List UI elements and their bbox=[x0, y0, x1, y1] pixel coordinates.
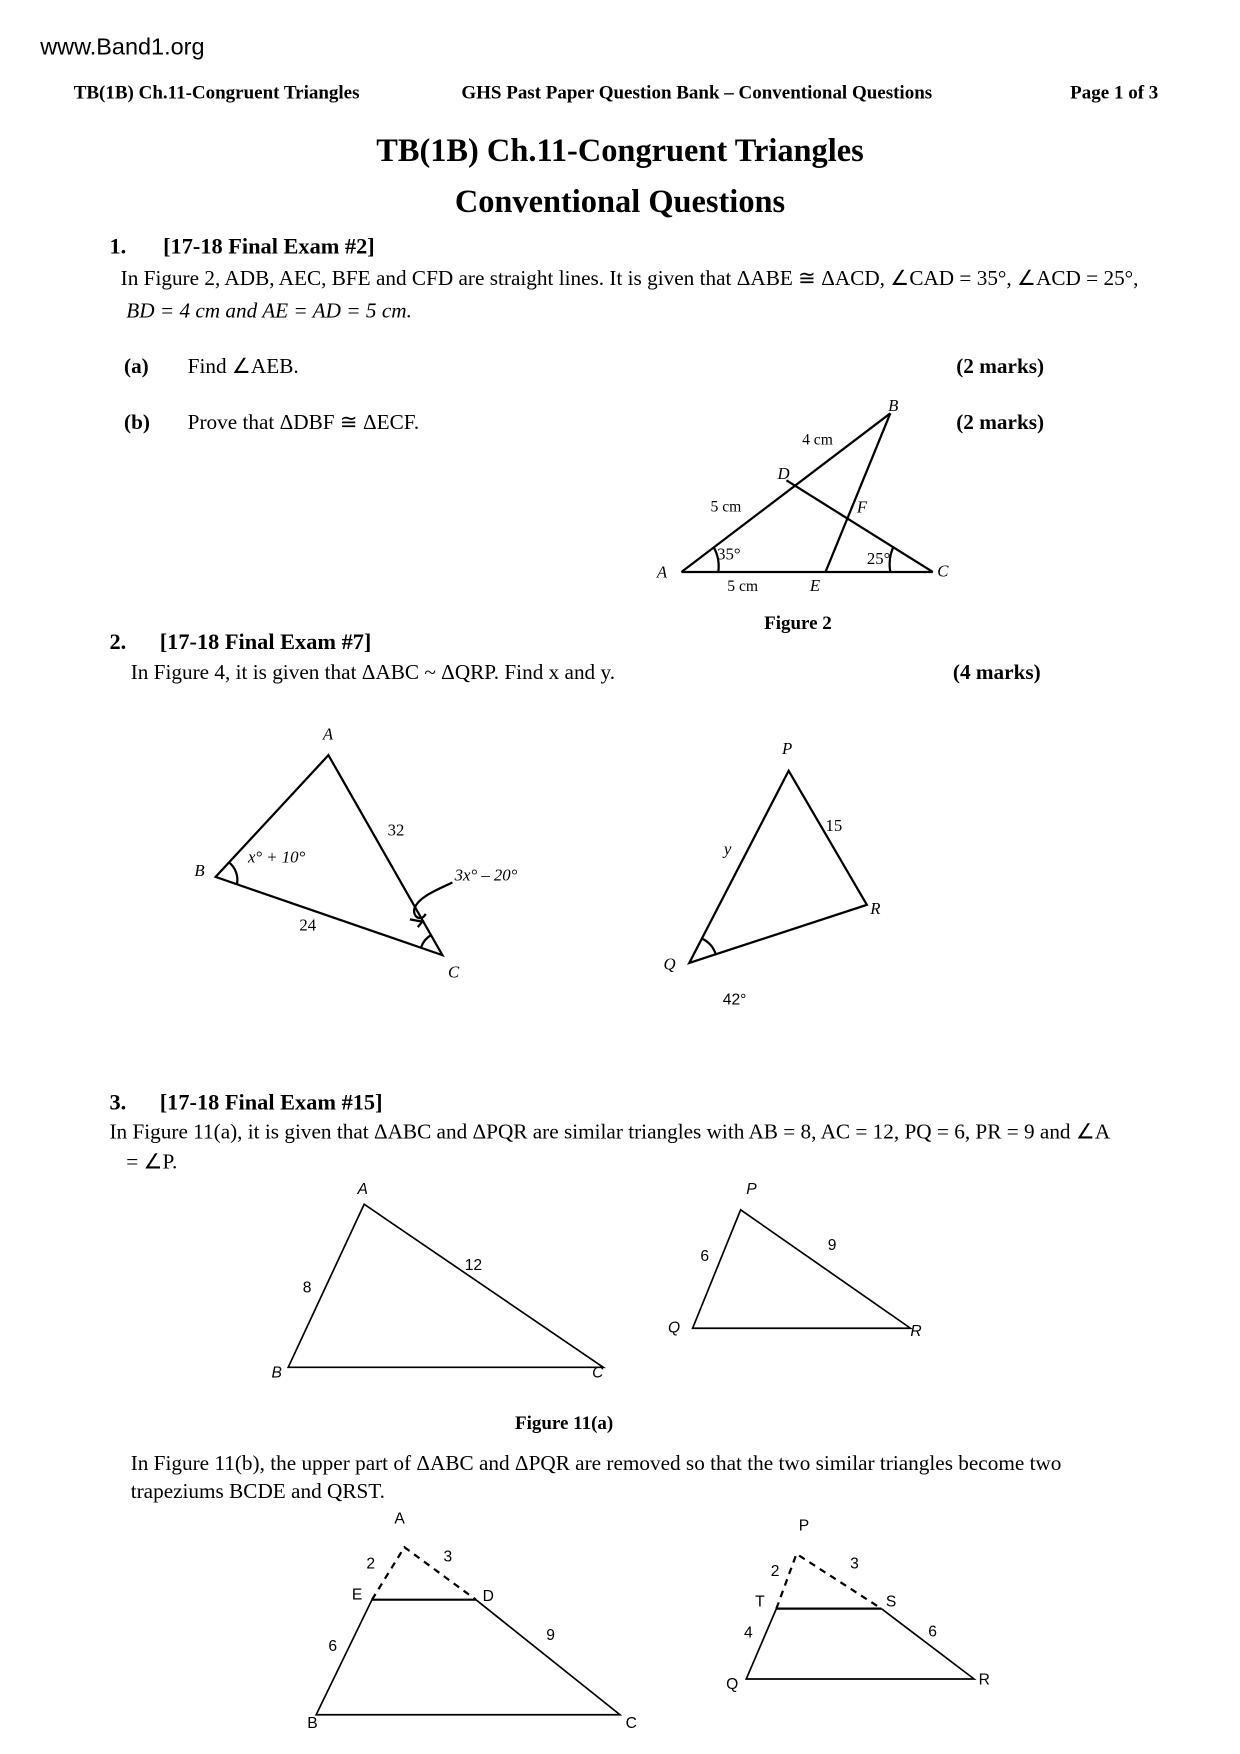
label-TQ: 4 bbox=[743, 1624, 753, 1642]
label-BC: 24 bbox=[299, 915, 317, 935]
label-AB: 8 bbox=[302, 1279, 312, 1297]
label-angle-A: 35° bbox=[717, 544, 741, 564]
q1-text-line2: BD = 4 cm and AE = AD = 5 cm. bbox=[126, 299, 412, 323]
line-CFD bbox=[786, 480, 932, 572]
label-B: B bbox=[271, 1364, 282, 1382]
label-A: A bbox=[357, 1181, 368, 1199]
q3-text-line2: = ∠P. bbox=[126, 1150, 178, 1175]
label-F: F bbox=[856, 497, 868, 517]
label-AD: 3 bbox=[443, 1548, 453, 1566]
label-C: C bbox=[447, 962, 460, 982]
triangle-pqr bbox=[693, 1210, 911, 1328]
q2-number: 2. bbox=[109, 630, 127, 655]
removed-part-pqr bbox=[776, 1554, 881, 1609]
label-PT: 2 bbox=[770, 1563, 780, 1581]
label-AE: 2 bbox=[366, 1555, 376, 1573]
label-angle-C: 3x° – 20° bbox=[454, 865, 518, 885]
label-AD: 5 cm bbox=[710, 498, 742, 516]
figure-11b bbox=[316, 1547, 974, 1715]
q2-text: In Figure 4, it is given that ΔABC ~ ΔQRP. Find x and y. bbox=[130, 661, 616, 685]
q1-text-line1: In Figure 2, ADB, AEC, BFE and CFD are straight lines. It is given that ΔABE ≅ ΔACD, ∠CAD = 35°, ∠ACD = 25°, bbox=[120, 266, 1139, 291]
q1-source: [17-18 Final Exam #2] bbox=[163, 234, 375, 260]
label-B: B bbox=[194, 860, 205, 880]
q3-number: 3. bbox=[109, 1090, 127, 1115]
label-B: B bbox=[307, 1715, 318, 1733]
q1a-label: (a) bbox=[123, 355, 149, 379]
q1b-text: Prove that ΔDBF ≅ ΔECF. bbox=[187, 411, 420, 435]
q2-marks: (4 marks) bbox=[952, 661, 1041, 685]
label-SR: 6 bbox=[928, 1623, 938, 1641]
figure-4-triangle-pqr bbox=[689, 771, 867, 963]
site-watermark[interactable]: www.Band1.org bbox=[40, 34, 205, 61]
label-PQ: y bbox=[723, 839, 732, 859]
q1b-marks: (2 marks) bbox=[956, 411, 1045, 435]
header-page: Page 1 of 3 bbox=[1070, 81, 1159, 103]
label-AC: 32 bbox=[387, 820, 405, 840]
figure-11b-labels bbox=[307, 1511, 990, 1732]
label-A: A bbox=[322, 724, 334, 744]
q3-text-line4: trapeziums BCDE and QRST. bbox=[130, 1480, 385, 1504]
angle-C-arc bbox=[421, 935, 431, 947]
q3-text-line1: In Figure 11(a), it is given that ΔABC and ΔPQR are similar triangles with AB = 8, AC = 12, PQ = 6, PR = 9 and ∠A bbox=[109, 1120, 1111, 1144]
label-R: R bbox=[978, 1671, 990, 1689]
label-P: P bbox=[781, 739, 793, 759]
label-PR: 9 bbox=[827, 1237, 837, 1255]
label-A: A bbox=[394, 1510, 405, 1528]
label-BD: 4 cm bbox=[802, 431, 833, 449]
trapezium-bcde bbox=[316, 1600, 620, 1715]
label-C: C bbox=[625, 1715, 637, 1733]
label-Q: Q bbox=[726, 1676, 739, 1694]
figure-4-abc-labels bbox=[194, 725, 517, 982]
page-title: TB(1B) Ch.11-Congruent Triangles bbox=[376, 132, 864, 169]
q1a-marks: (2 marks) bbox=[956, 355, 1045, 379]
label-AC: 12 bbox=[464, 1257, 483, 1275]
label-angle-B: x° + 10° bbox=[247, 847, 306, 867]
q1a-text: Find ∠AEB. bbox=[187, 355, 299, 379]
label-PS: 3 bbox=[850, 1555, 859, 1573]
label-EB: 6 bbox=[328, 1638, 338, 1656]
label-T: T bbox=[755, 1593, 765, 1611]
label-P: P bbox=[746, 1181, 757, 1199]
triangle-abc bbox=[288, 1204, 603, 1367]
label-C: C bbox=[937, 561, 949, 581]
label-B: B bbox=[888, 396, 899, 416]
label-PQ: 6 bbox=[700, 1248, 710, 1266]
label-A: A bbox=[656, 562, 668, 582]
q2-source: [17-18 Final Exam #7] bbox=[159, 630, 372, 655]
label-E: E bbox=[809, 575, 821, 595]
label-DC: 9 bbox=[546, 1626, 555, 1644]
label-Q: Q bbox=[663, 954, 676, 974]
label-angle-Q: 42° bbox=[722, 991, 747, 1009]
label-Q: Q bbox=[668, 1319, 681, 1337]
q3-source: [17-18 Final Exam #15] bbox=[159, 1090, 383, 1115]
figure-11a-caption: Figure 11(a) bbox=[514, 1412, 614, 1434]
removed-part-abc bbox=[372, 1547, 476, 1600]
label-E: E bbox=[351, 1586, 363, 1604]
q1b-label: (b) bbox=[123, 411, 150, 435]
angle-C-pointer bbox=[414, 883, 452, 919]
trapezium-qrst bbox=[743, 1609, 974, 1679]
q3-text-line3: In Figure 11(b), the upper part of ΔABC and ΔPQR are removed so that the two similar triangles become two bbox=[130, 1452, 1062, 1476]
label-AE: 5 cm bbox=[727, 577, 759, 595]
header-center: GHS Past Paper Question Bank – Conventional Questions bbox=[461, 81, 933, 103]
figure-11a-labels bbox=[271, 1181, 921, 1434]
label-PR: 15 bbox=[825, 816, 843, 836]
label-C: C bbox=[592, 1364, 604, 1382]
q1-number: 1. bbox=[109, 234, 127, 260]
label-P: P bbox=[798, 1517, 810, 1535]
label-D: D bbox=[777, 464, 790, 484]
label-angle-C: 25° bbox=[866, 549, 891, 569]
label-D: D bbox=[482, 1587, 494, 1605]
figure-2-labels bbox=[656, 396, 949, 634]
header-left: TB(1B) Ch.11-Congruent Triangles bbox=[73, 81, 360, 103]
angle-Q-arc bbox=[702, 938, 717, 955]
label-S: S bbox=[885, 1593, 897, 1611]
figure-2-caption: Figure 2 bbox=[764, 612, 832, 634]
figure-11a bbox=[288, 1204, 910, 1367]
label-R: R bbox=[870, 898, 881, 918]
page-subtitle: Conventional Questions bbox=[454, 184, 786, 221]
label-R: R bbox=[910, 1323, 922, 1341]
